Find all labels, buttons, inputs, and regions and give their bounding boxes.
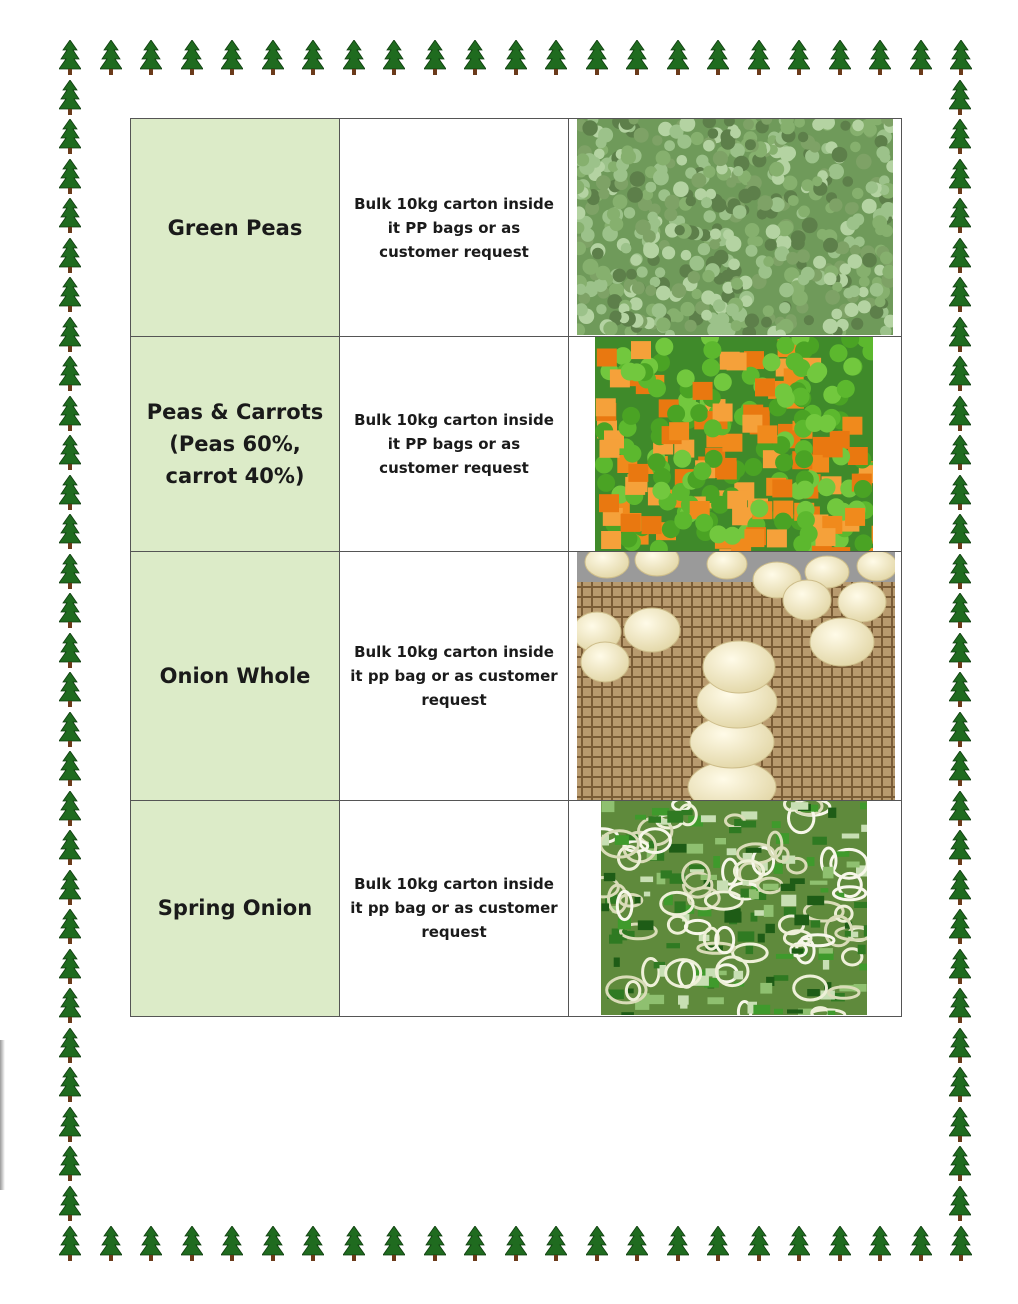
tree-icon xyxy=(262,1226,284,1262)
tree-icon xyxy=(59,396,81,432)
tree-icon xyxy=(464,40,486,76)
tree-icon xyxy=(59,1028,81,1064)
tree-icon xyxy=(949,1028,971,1064)
tree-icon xyxy=(59,475,81,511)
tree-icon xyxy=(59,949,81,985)
packing-cell xyxy=(340,800,569,1017)
tree-icon xyxy=(949,633,971,669)
spring-onion-photo xyxy=(601,801,867,1015)
tree-icon xyxy=(586,1226,608,1262)
tree-icon xyxy=(949,1067,971,1103)
tree-icon xyxy=(59,712,81,748)
product-photo-cell xyxy=(569,800,902,1017)
tree-icon xyxy=(949,277,971,313)
tree-icon xyxy=(59,277,81,313)
tree-icon xyxy=(949,475,971,511)
tree-icon xyxy=(949,909,971,945)
tree-icon xyxy=(181,40,203,76)
tree-icon xyxy=(949,988,971,1024)
tree-icon xyxy=(949,317,971,353)
scan-edge-shadow xyxy=(0,1040,5,1190)
tree-icon xyxy=(949,672,971,708)
tree-icon xyxy=(59,751,81,787)
packing-text: Bulk 10kg carton inside it pp bag or as customer request xyxy=(350,875,558,942)
tree-icon xyxy=(949,1146,971,1182)
product-name: Green Peas xyxy=(167,215,303,240)
tree-icon xyxy=(221,40,243,76)
tree-icon xyxy=(262,40,284,76)
tree-icon xyxy=(505,40,527,76)
tree-icon xyxy=(949,593,971,629)
table-row xyxy=(131,337,902,551)
products-table xyxy=(130,118,902,1017)
tree-icon xyxy=(100,40,122,76)
packing-text: Bulk 10kg carton inside it PP bags or as customer request xyxy=(354,411,554,478)
product-name-cell xyxy=(131,800,340,1017)
tree-icon xyxy=(59,1146,81,1182)
tree-icon xyxy=(59,1226,81,1262)
tree-icon xyxy=(302,40,324,76)
tree-icon xyxy=(59,159,81,195)
tree-icon xyxy=(545,40,567,76)
tree-icon xyxy=(59,1186,81,1222)
product-name: Spring Onion xyxy=(157,896,313,921)
tree-icon xyxy=(950,40,972,76)
tree-icon xyxy=(949,159,971,195)
tree-icon xyxy=(59,356,81,392)
tree-icon xyxy=(59,593,81,629)
packing-cell xyxy=(340,551,569,800)
tree-icon xyxy=(949,949,971,985)
tree-icon xyxy=(59,633,81,669)
tree-icon xyxy=(424,1226,446,1262)
product-photo-cell xyxy=(569,337,902,551)
tree-icon xyxy=(343,1226,365,1262)
tree-icon xyxy=(869,40,891,76)
tree-icon xyxy=(748,1226,770,1262)
tree-icon xyxy=(59,1067,81,1103)
packing-text: Bulk 10kg carton inside it pp bag or as customer request xyxy=(350,642,558,709)
tree-icon xyxy=(949,80,971,116)
tree-icon xyxy=(59,1107,81,1143)
tree-icon xyxy=(59,198,81,234)
tree-icon xyxy=(949,1107,971,1143)
tree-icon xyxy=(949,119,971,155)
packing-cell xyxy=(340,337,569,551)
tree-icon xyxy=(505,1226,527,1262)
tree-icon xyxy=(302,1226,324,1262)
tree-icon xyxy=(59,80,81,116)
tree-icon xyxy=(59,672,81,708)
tree-icon xyxy=(949,870,971,906)
tree-icon xyxy=(59,554,81,590)
tree-icon xyxy=(949,712,971,748)
tree-icon xyxy=(829,40,851,76)
tree-icon xyxy=(748,40,770,76)
tree-icon xyxy=(626,1226,648,1262)
tree-icon xyxy=(667,40,689,76)
tree-icon xyxy=(949,751,971,787)
tree-icon xyxy=(59,514,81,550)
product-name: Peas & Carrots (Peas 60%, carrot 40%) xyxy=(146,400,324,489)
tree-icon xyxy=(949,1186,971,1222)
table-row xyxy=(131,551,902,800)
tree-icon xyxy=(140,40,162,76)
product-name-cell xyxy=(131,119,340,337)
tree-icon xyxy=(181,1226,203,1262)
tree-icon xyxy=(949,396,971,432)
tree-icon xyxy=(910,40,932,76)
tree-icon xyxy=(100,1226,122,1262)
tree-icon xyxy=(140,1226,162,1262)
packing-cell xyxy=(340,119,569,337)
tree-icon xyxy=(59,119,81,155)
tree-icon xyxy=(424,40,446,76)
tree-icon xyxy=(707,1226,729,1262)
packing-text: Bulk 10kg carton inside it PP bags or as customer request xyxy=(354,194,554,261)
tree-icon xyxy=(788,40,810,76)
tree-icon xyxy=(464,1226,486,1262)
tree-icon xyxy=(949,356,971,392)
tree-icon xyxy=(949,554,971,590)
tree-icon xyxy=(949,435,971,471)
tree-icon xyxy=(59,870,81,906)
tree-icon xyxy=(950,1226,972,1262)
tree-icon xyxy=(59,988,81,1024)
peas-carrots-photo xyxy=(595,337,873,551)
tree-icon xyxy=(949,198,971,234)
product-name-cell xyxy=(131,337,340,551)
tree-icon xyxy=(949,514,971,550)
tree-icon xyxy=(910,1226,932,1262)
tree-icon xyxy=(949,791,971,827)
tree-icon xyxy=(221,1226,243,1262)
tree-icon xyxy=(949,238,971,274)
tree-icon xyxy=(59,830,81,866)
onion-whole-photo xyxy=(577,552,895,800)
product-photo-cell xyxy=(569,551,902,800)
tree-icon xyxy=(59,791,81,827)
tree-icon xyxy=(829,1226,851,1262)
tree-icon xyxy=(788,1226,810,1262)
tree-icon xyxy=(343,40,365,76)
table-row xyxy=(131,119,902,337)
tree-icon xyxy=(869,1226,891,1262)
product-name-cell xyxy=(131,551,340,800)
tree-icon xyxy=(586,40,608,76)
tree-icon xyxy=(383,1226,405,1262)
tree-icon xyxy=(59,909,81,945)
tree-icon xyxy=(545,1226,567,1262)
tree-icon xyxy=(707,40,729,76)
tree-icon xyxy=(667,1226,689,1262)
product-name: Onion Whole xyxy=(159,663,311,688)
tree-icon xyxy=(59,317,81,353)
tree-icon xyxy=(626,40,648,76)
tree-icon xyxy=(949,830,971,866)
tree-icon xyxy=(59,40,81,76)
green-peas-photo xyxy=(577,119,893,335)
tree-icon xyxy=(383,40,405,76)
product-photo-cell xyxy=(569,119,902,337)
tree-icon xyxy=(59,435,81,471)
table-row xyxy=(131,800,902,1017)
tree-icon xyxy=(59,238,81,274)
